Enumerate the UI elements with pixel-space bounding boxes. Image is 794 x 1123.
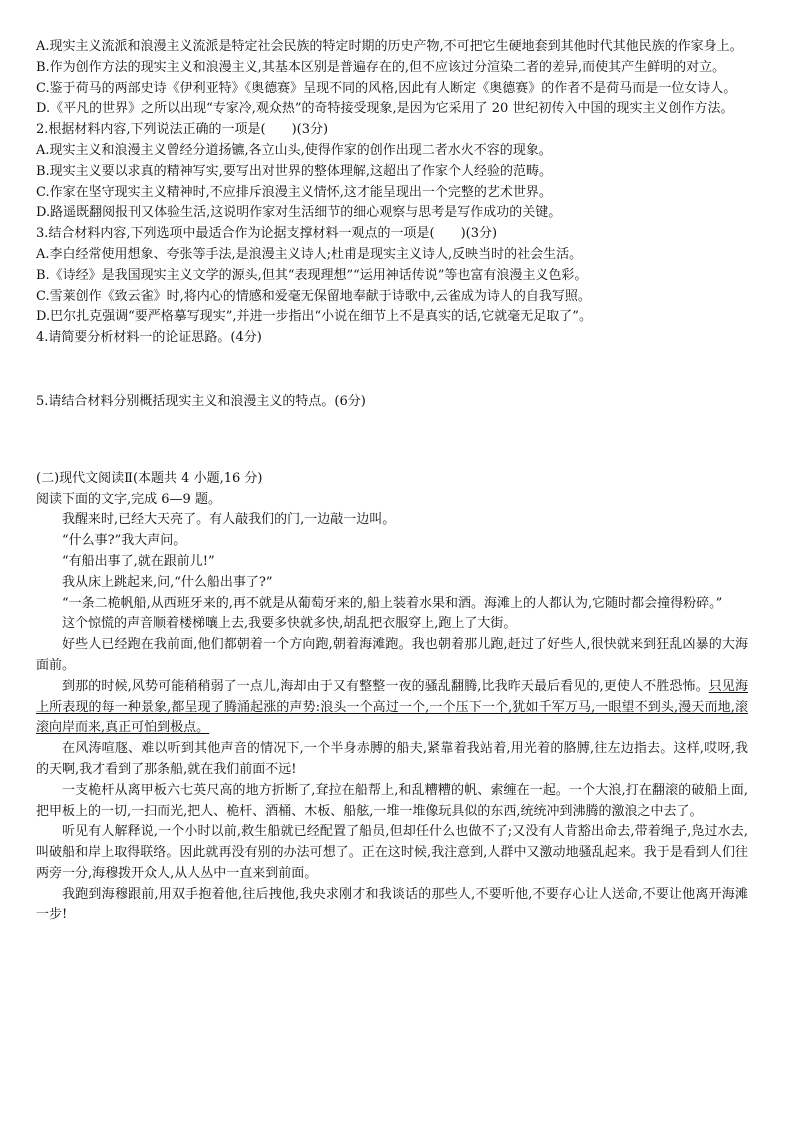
exam-page <box>36 37 748 926</box>
q1-option-b: B.作为创作方法的现实主义和浪漫主义,其基本区别是普遍存在的,但不应该过分渲染二者的差异,而使其产生鲜明的对立。 <box>36 59 726 75</box>
passage-paragraph: 好些人已经跑在我前面,他们都朝着一个方向跑,朝着海滩跑。我也朝着那儿跑,赶过了好些人,很快就来到狂乱凶暴的大海面前。 <box>36 637 748 673</box>
passage-paragraph: 一支桅杆从离甲板六七英尺高的地方折断了,耷拉在船帮上,和乱糟糟的帆、索缠在一起。一个大浪,打在翻滚的破船上面,把甲板上的一切,一扫而光,把人、桅杆、酒桶、木板、船舷,一堆一堆像玩具似的东西,统统冲到沸腾的激浪之中去了。 <box>36 782 748 819</box>
underlined-sentence: 只见海上所表现的每一种景象,都呈现了腾涌起涨的声势:浪头一个高过一个,一个压下一个,犹如千军万马,一眼望不到头,漫天而地,滚滚向岸而来,真正可怕到极点。 <box>36 678 748 736</box>
passage-paragraph: 我醒来时,已经大天亮了。有人敲我们的门,一边敲一边叫。 <box>62 512 396 528</box>
q4-stem: 4.请简要分析材料一的论证思路。(4分) <box>36 330 262 346</box>
q2-option-a: A.现实主义和浪漫主义曾经分道扬镳,各立山头,使得作家的创作出现二者水火不容的现象。 <box>36 142 552 158</box>
q5-stem: 5.请结合材料分别概括现实主义和浪漫主义的特点。(6分) <box>36 393 366 409</box>
q3-option-c: C.雪莱创作《致云雀》时,将内心的情感和爱毫无保留地奉献于诗歌中,云雀成为诗人的自我写照。 <box>36 288 591 304</box>
passage-paragraph: 我从床上跳起来,问,“什么船出事了?” <box>62 574 273 590</box>
passage-paragraph: “有船出事了,就在跟前儿!” <box>62 553 215 569</box>
q2-option-d: D.路遥既翻阅报刊又体验生活,这说明作家对生活细节的细心观察与思考是写作成功的关键。 <box>36 205 562 221</box>
q5-answer-space <box>36 413 748 469</box>
q2-stem: 2.根据材料内容,下列说法正确的一项是( )(3分) <box>36 122 329 138</box>
q1-option-c: C.鉴于荷马的两部史诗《伊利亚特》《奥德赛》呈现不同的风格,因此有人断定《奥德赛》的作者不是荷马而是一位女诗人。 <box>36 80 737 96</box>
passage-paragraph: 这个惊慌的声音顺着楼梯嚷上去,我要多快就多快,胡乱把衣服穿上,跑上了大街。 <box>62 616 517 632</box>
section-instruction: 阅读下面的文字,完成 6—9 题。 <box>36 491 221 507</box>
q3-option-d: D.巴尔扎克强调“要严格摹写现实”,并进一步指出“小说在细节上不是真实的话,它就毫无足取了”。 <box>36 309 592 325</box>
q2-option-c: C.作家在坚守现实主义精神时,不应排斥浪漫主义情怀,这才能呈现出一个完整的艺术世界。 <box>36 184 552 200</box>
q1-option-a: A.现实主义流派和浪漫主义流派是特定社会民族的特定时期的历史产物,不可把它生硬地套到其他时代其他民族的作家身上。 <box>36 39 743 54</box>
q3-option-b: B.《诗经》是我国现实主义文学的源头,但其“表现理想”“运用神话传说”等也富有浪漫主义色彩。 <box>36 267 588 283</box>
passage-paragraph-underlined <box>36 677 748 739</box>
q3-stem: 3.结合材料内容,下列选项中最适合作为论据支撑材料一观点的一项是( )(3分) <box>36 226 498 242</box>
passage-paragraph: “一条二桅帆船,从西班牙来的,再不就是从葡萄牙来的,船上装着水果和酒。海滩上的人都认为,它随时都会撞得粉碎。” <box>62 595 723 611</box>
section-heading: (二)现代文阅读Ⅱ(本题共 4 小题,16 分) <box>36 470 263 486</box>
passage-paragraph: 听见有人解释说,一个小时以前,救生船就已经配置了船员,但却任什么也做不了;又没有人肯豁出命去,带着绳子,凫过水去,叫破船和岸上取得联络。因此就再没有别的办法可想了。正在这时候,我注意到,人群中又激动地骚乱起来。我于是看到人们往两旁一分,海穆拨开众人,从人丛中一直来到前面。 <box>36 824 748 881</box>
q2-option-b: B.现实主义要以求真的精神写实,要写出对世界的整体理解,这超出了作家个人经验的范畴。 <box>36 163 552 179</box>
q1-option-d: D.《平凡的世界》之所以出现“专家冷,观众热”的奇特接受现象,是因为它采用了 20 世纪初传入中国的现实主义创作方法。 <box>36 101 734 117</box>
q4-answer-space <box>36 349 748 392</box>
passage-paragraph: 我跑到海穆跟前,用双手抱着他,往后拽他,我央求刚才和我谈话的那些人,不要听他,不要存心让人送命,不要让他离开海滩一步! <box>36 886 748 923</box>
passage-paragraph: 在风涛喧豗、难以听到其他声音的情况下,一个半身赤膊的船夫,紧靠着我站着,用光着的胳膊,往左边指去。这样,哎呀,我的天啊,我才看到了那条船,就在我们前面不远! <box>36 741 748 777</box>
q3-option-a: A.李白经常使用想象、夸张等手法,是浪漫主义诗人;杜甫是现实主义诗人,反映当时的社会生活。 <box>36 246 583 262</box>
paragraph-plain-text: 到那的时候,风势可能稍稍弱了一点儿,海却由于又有整整一夜的骚乱翻腾,比我昨天最后看见的,更使人不胜恐怖。 <box>62 678 709 694</box>
passage-paragraph: “什么事?”我大声问。 <box>62 533 187 549</box>
